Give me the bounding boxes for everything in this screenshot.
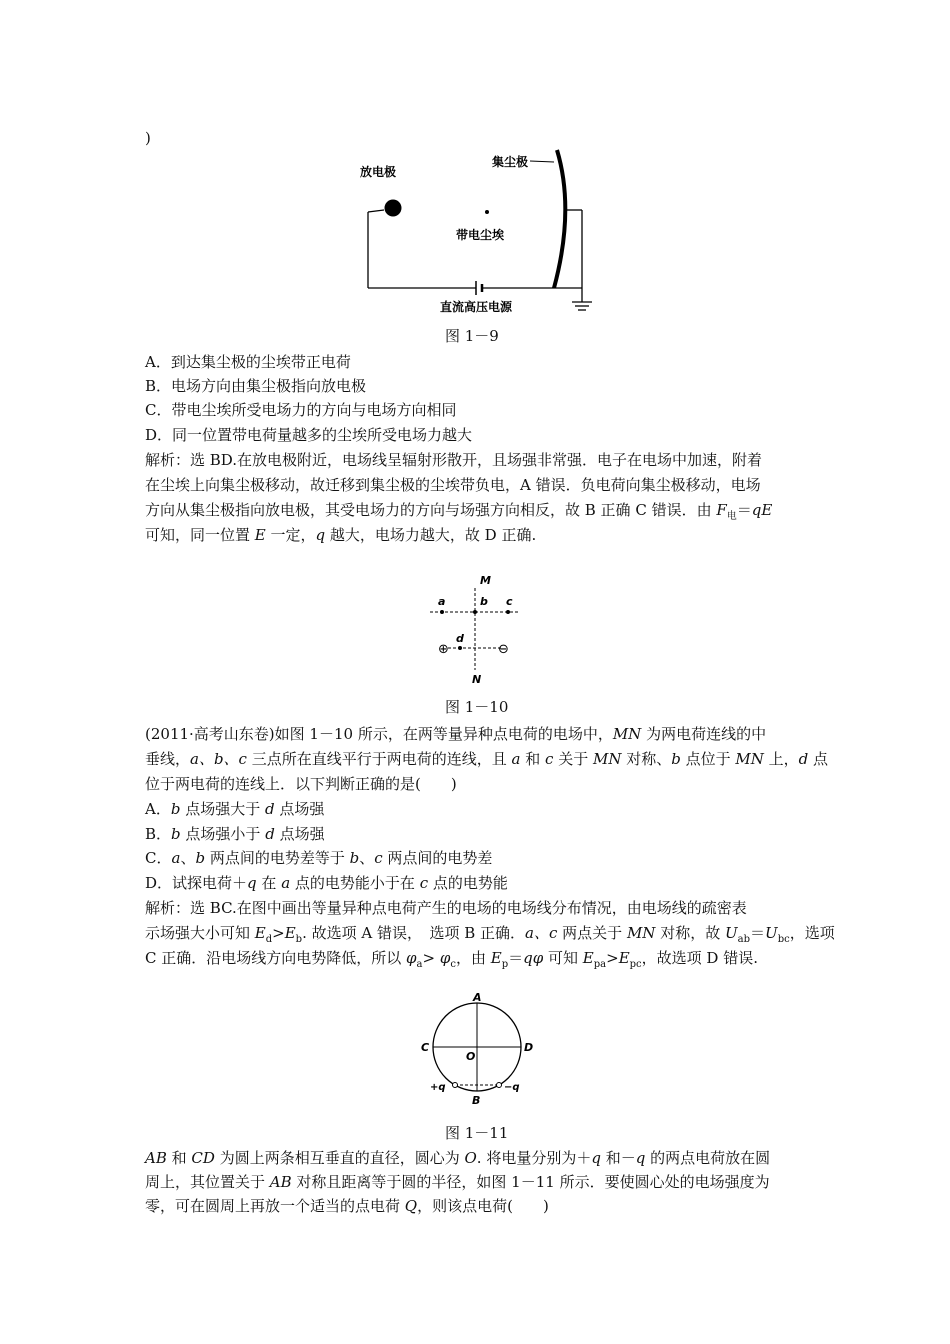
label-c: c xyxy=(506,595,513,608)
answer-line: 在尘埃上向集尘极移动，故迁移到集尘极的尘埃带负电，A 错误．负电荷向集尘极移动，电场 xyxy=(145,476,761,494)
option-c: C．a、b 两点间的电势差等于 b、c 两点间的电势差 xyxy=(145,849,493,867)
answer-line: 解析：选 BD.在放电极附近，电场线呈辐射形散开，且场强非常强．电子在电场中加速，附着 xyxy=(145,451,763,469)
negative-charge-icon: ⊖ xyxy=(498,642,509,657)
label-O: O xyxy=(466,1050,476,1063)
collector-plate xyxy=(554,150,565,288)
label-d: d xyxy=(456,632,464,645)
label-discharge: 放电极 xyxy=(360,165,397,179)
question-line: 周上，其位置关于 AB 对称且距离等于圆的半径，如图 1－11 所示．要使圆心处的电场强度为 xyxy=(145,1173,770,1191)
top-paren: ) xyxy=(145,129,151,147)
label-b: b xyxy=(480,595,488,608)
question-line: AB 和 CD 为圆上两条相互垂直的直径，圆心为 O. 将电量分别为＋q 和－q 的两点电荷放在圆 xyxy=(145,1149,771,1167)
positive-charge-icon: ⊕ xyxy=(438,642,449,657)
label-collector: 集尘极 xyxy=(492,155,529,169)
question-line: 垂线，a、b、c 三点所在直线平行于两电荷的连线，且 a 和 c 关于 MN 对称、b 点位于 MN 上，d 点 xyxy=(145,750,829,768)
option-c: C．带电尘埃所受电场力的方向与电场方向相同 xyxy=(145,401,457,419)
figure-caption: 图 1－9 xyxy=(445,327,499,345)
label-minus-q: −q xyxy=(504,1082,520,1093)
label-B: B xyxy=(472,1094,481,1107)
answer-line: C 正确．沿电场线方向电势降低，所以 $\varphi_a> \varphi_c$，由 $E_p=q\varphi$ 可知 $E_{pa}>E_{pc}$，故选项 D 错误. xyxy=(145,949,758,970)
answer-line: 示场强大小可知 $E_d>E_b$. 故选项 A 错误， 选项 B 正确．a、c 两点关于 MN 对称，故 $U_{ab}=U_{bc}$，选项 xyxy=(145,924,835,945)
figure-caption: 图 1－11 xyxy=(445,1124,509,1142)
answer-line: 方向从集尘极指向放电极，其受电场力的方向与场强方向相反，故 B 正确 C 错误．由 $F_电=qE$ xyxy=(145,501,773,522)
dust-particle xyxy=(485,210,489,214)
figure-1-11 xyxy=(410,992,550,1117)
figure-1-9 xyxy=(340,140,610,320)
label-M: M xyxy=(480,574,491,587)
label-A: A xyxy=(473,992,482,1004)
discharge-electrode xyxy=(385,200,402,217)
question-line: 位于两电荷的连线上．以下判断正确的是( ) xyxy=(145,775,457,793)
label-C: C xyxy=(421,1041,430,1054)
option-a: A．到达集尘极的尘埃带正电荷 xyxy=(145,353,351,371)
figure-caption: 图 1－10 xyxy=(445,698,509,716)
option-b: B．b 点场强小于 d 点场强 xyxy=(145,825,325,843)
label-dust: 带电尘埃 xyxy=(456,228,505,242)
question-line: 零，可在圆周上再放一个适当的点电荷 Q，则该点电荷( ) xyxy=(145,1197,549,1215)
figure-1-10 xyxy=(420,570,530,690)
label-plus-q: +q xyxy=(430,1082,446,1093)
label-a: a xyxy=(438,595,446,608)
answer-line: 解析：选 BC.在图中画出等量异种点电荷产生的电场的电场线分布情况，由电场线的疏密表 xyxy=(145,899,747,917)
answer-line: 可知，同一位置 E 一定，q 越大，电场力越大，故 D 正确. xyxy=(145,526,537,544)
option-d: D．试探电荷＋q 在 a 点的电势能小于在 c 点的电势能 xyxy=(145,874,508,892)
option-b: B．电场方向由集尘极指向放电极 xyxy=(145,377,367,395)
label-N: N xyxy=(472,673,482,686)
question-line: (2011·高考山东卷)如图 1－10 所示，在两等量异种点电荷的电场中，MN 为两电荷连线的中 xyxy=(145,725,767,743)
option-a: A．b 点场强大于 d 点场强 xyxy=(145,800,325,818)
option-d: D．同一位置带电荷量越多的尘埃所受电场力越大 xyxy=(145,426,473,444)
label-D: D xyxy=(524,1041,534,1054)
label-power: 直流高压电源 xyxy=(440,300,513,314)
